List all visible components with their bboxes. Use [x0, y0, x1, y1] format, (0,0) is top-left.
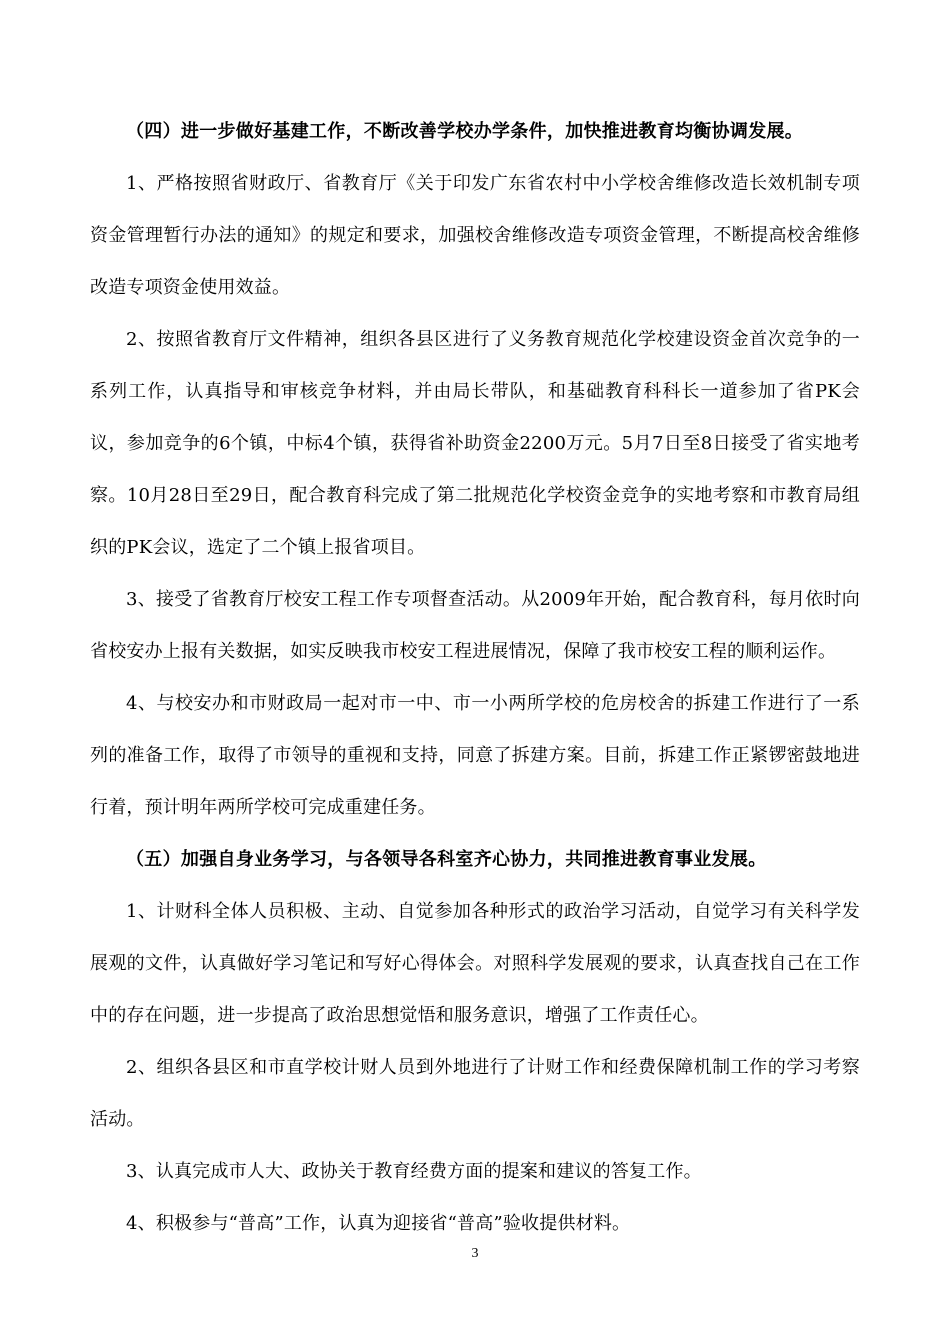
document-body	[90, 106, 860, 1250]
page-number: 3	[471, 1246, 479, 1261]
paragraph-4-2: 2、按照省教育厅文件精神，组织各县区进行了义务教育规范化学校建设资金首次竞争的一系列工作，认真指导和审核竞争材料，并由局长带队，和基础教育科科长一道参加了省PK会议，参加竞争的6个镇，中标4个镇，获得省补助资金2200万元。5月7日至8日接受了省实地考察。10月28日至29日，配合教育科完成了第二批规范化学校资金竞争的实地考察和市教育局组织的PK会议，选定了二个镇上报省项目。	[90, 329, 860, 558]
paragraph-4-1: 1、严格按照省财政厅、省教育厅《关于印发广东省农村中小学校舍维修改造长效机制专项资金管理暂行办法的通知》的规定和要求，加强校舍维修改造专项资金管理，不断提高校舍维修改造专项资金使用效益。	[90, 173, 860, 298]
paragraph-4-4: 4、与校安办和市财政局一起对市一中、市一小两所学校的危房校舍的拆建工作进行了一系列的准备工作，取得了市领导的重视和支持，同意了拆建方案。目前，拆建工作正紧锣密鼓地进行着，预计明年两所学校可完成重建任务。	[90, 693, 860, 818]
paragraph-5-1: 1、计财科全体人员积极、主动、自觉参加各种形式的政治学习活动，自觉学习有关科学发展观的文件，认真做好学习笔记和写好心得体会。对照科学发展观的要求，认真查找自己在工作中的存在问题，进一步提高了政治思想觉悟和服务意识，增强了工作责任心。	[90, 901, 860, 1026]
paragraph-4-3: 3、接受了省教育厅校安工程工作专项督查活动。从2009年开始，配合教育科，每月依时向省校安办上报有关数据，如实反映我市校安工程进展情况，保障了我市校安工程的顺利运作。	[90, 589, 860, 662]
section-heading-4: （四）进一步做好基建工作，不断改善学校办学条件，加快推进教育均衡协调发展。	[126, 121, 804, 142]
paragraph-5-2: 2、组织各县区和市直学校计财人员到外地进行了计财工作和经费保障机制工作的学习考察活动。	[90, 1057, 860, 1130]
section-heading-5: （五）加强自身业务学习，与各领导各科室齐心协力，共同推进教育事业发展。	[126, 849, 767, 870]
paragraph-5-3: 3、认真完成市人大、政协关于教育经费方面的提案和建议的答复工作。	[126, 1161, 702, 1182]
paragraph-5-4: 4、积极参与“普高”工作，认真为迎接省“普高”验收提供材料。	[126, 1213, 631, 1234]
